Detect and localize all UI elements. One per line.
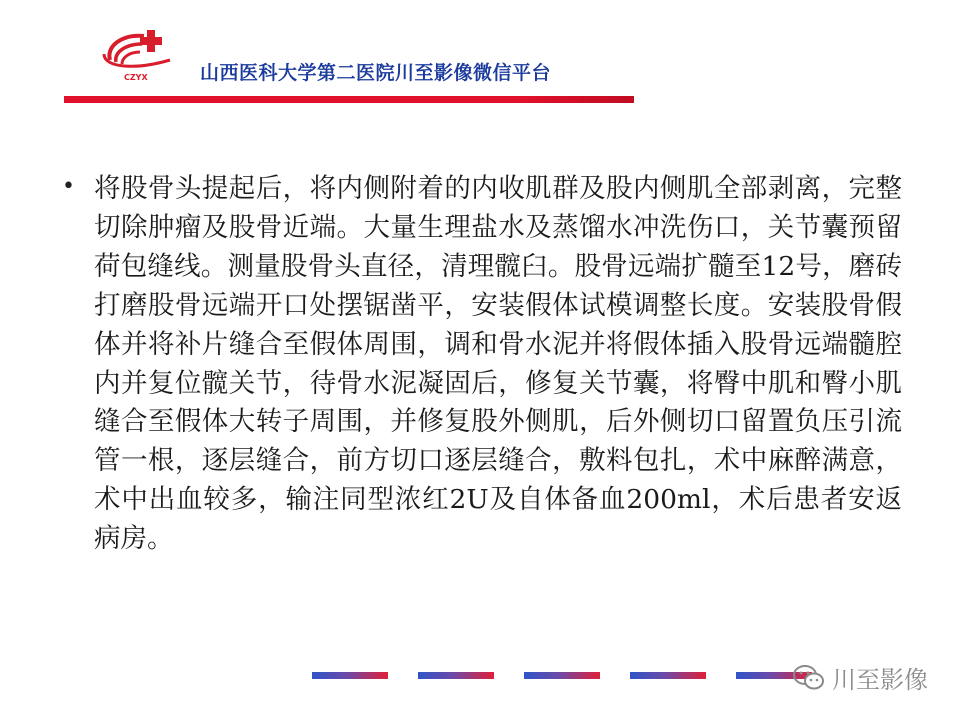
footer-bar [312, 672, 388, 679]
header-divider [64, 96, 634, 103]
bullet-text: 将股骨头提起后，将内侧附着的内收肌群及股内侧肌全部剥离，完整切除肿瘤及股骨近端。大量生理盐水及蒸馏水冲洗伤口，关节囊预留荷包缝线。测量股骨头直径，清理髋臼。股骨远端扩髓至12号，磨砖打磨股骨远端开口处摆锯凿平，安装假体试模调整长度。安装股骨假体并将补片缝合至假体周围，调和骨水泥并将假体插入股骨远端髓腔内并复位髋关节，待骨水泥凝固后，修复关节囊，将臀中肌和臀小肌缝合至假体大转子周围，并修复股外侧肌，后外侧切口留置负压引流管一根，逐层缝合，前方切口逐层缝合，敷料包扎，术中麻醉满意，术中出血较多，输注同型浓红2U及自体备血200ml，术后患者安返病房。 [94, 173, 902, 555]
footer-bars [312, 672, 812, 680]
bullet-icon: • [62, 174, 75, 199]
logo-text: CZYX [124, 73, 148, 82]
footer-bar [630, 672, 706, 679]
footer-bar [524, 672, 600, 679]
hospital-logo [96, 24, 184, 84]
footer-bar [418, 672, 494, 679]
wechat-icon [792, 663, 826, 693]
watermark [792, 660, 928, 695]
header-title: 山西医科大学第二医院川至影像微信平台 [200, 62, 552, 84]
slide-content [62, 170, 902, 559]
watermark-text: 川至影像 [832, 666, 928, 694]
